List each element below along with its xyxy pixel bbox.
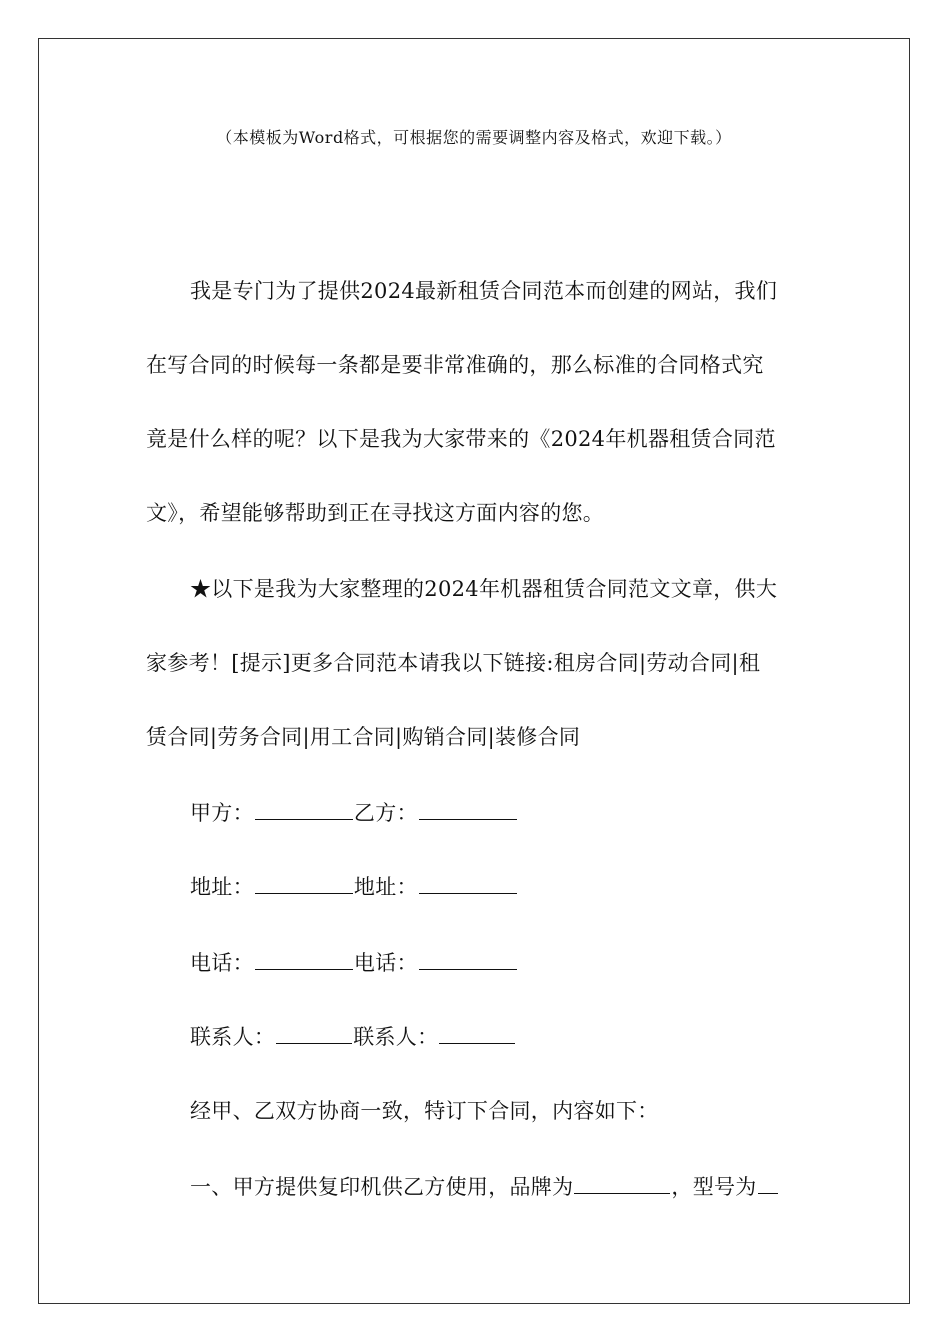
address-b-label: 地址：	[353, 875, 418, 899]
intro-line-4: 文》，希望能够帮助到正在寻找这方面内容的您。	[146, 501, 605, 525]
intro-line-1: 我是专门为了提供2024最新租赁合同范本而创建的网站，我们	[190, 279, 778, 303]
contact-a-blank[interactable]	[276, 1025, 352, 1044]
contact-row	[190, 1022, 516, 1052]
model-blank[interactable]	[758, 1175, 778, 1194]
contact-b-label: 联系人：	[353, 1025, 439, 1049]
clause-1-text-1: 一、甲方提供复印机供乙方使用，品牌为	[190, 1175, 574, 1199]
clause-1-text-2: ，型号为	[671, 1175, 757, 1199]
phone-b-label: 电话：	[353, 951, 418, 975]
notice-line-2: 家参考！[提示]更多合同范本请我以下链接:租房合同|劳动合同|租	[146, 651, 761, 675]
address-a-blank[interactable]	[255, 875, 353, 894]
brand-blank[interactable]	[574, 1175, 670, 1194]
intro-line-2: 在写合同的时候每一条都是要非常准确的，那么标准的合同格式究	[146, 353, 764, 377]
address-b-blank[interactable]	[419, 875, 517, 894]
phone-a-blank[interactable]	[255, 951, 353, 970]
party-b-label: 乙方：	[353, 801, 418, 825]
contact-b-blank[interactable]	[439, 1025, 515, 1044]
template-note: （本模板为Word格式，可根据您的需要调整内容及格式，欢迎下载。）	[216, 128, 732, 147]
party-a-blank[interactable]	[255, 801, 353, 820]
intro-line-3: 竟是什么样的呢？以下是我为大家带来的《2024年机器租赁合同范	[146, 427, 776, 451]
phone-row	[190, 948, 518, 978]
clause-1	[190, 1172, 779, 1202]
notice-line-3: 赁合同|劳务合同|用工合同|购销合同|装修合同	[146, 725, 581, 749]
agreement-text: 经甲、乙双方协商一致，特订下合同，内容如下：	[190, 1099, 659, 1123]
party-a-label: 甲方：	[190, 801, 254, 825]
phone-b-blank[interactable]	[419, 951, 517, 970]
address-row	[190, 872, 518, 902]
party-b-blank[interactable]	[419, 801, 517, 820]
notice-line-1: ★以下是我为大家整理的2024年机器租赁合同范文文章，供大	[190, 577, 778, 601]
address-a-label: 地址：	[190, 875, 254, 899]
party-row	[190, 798, 518, 828]
phone-a-label: 电话：	[190, 951, 254, 975]
contact-a-label: 联系人：	[190, 1025, 276, 1049]
